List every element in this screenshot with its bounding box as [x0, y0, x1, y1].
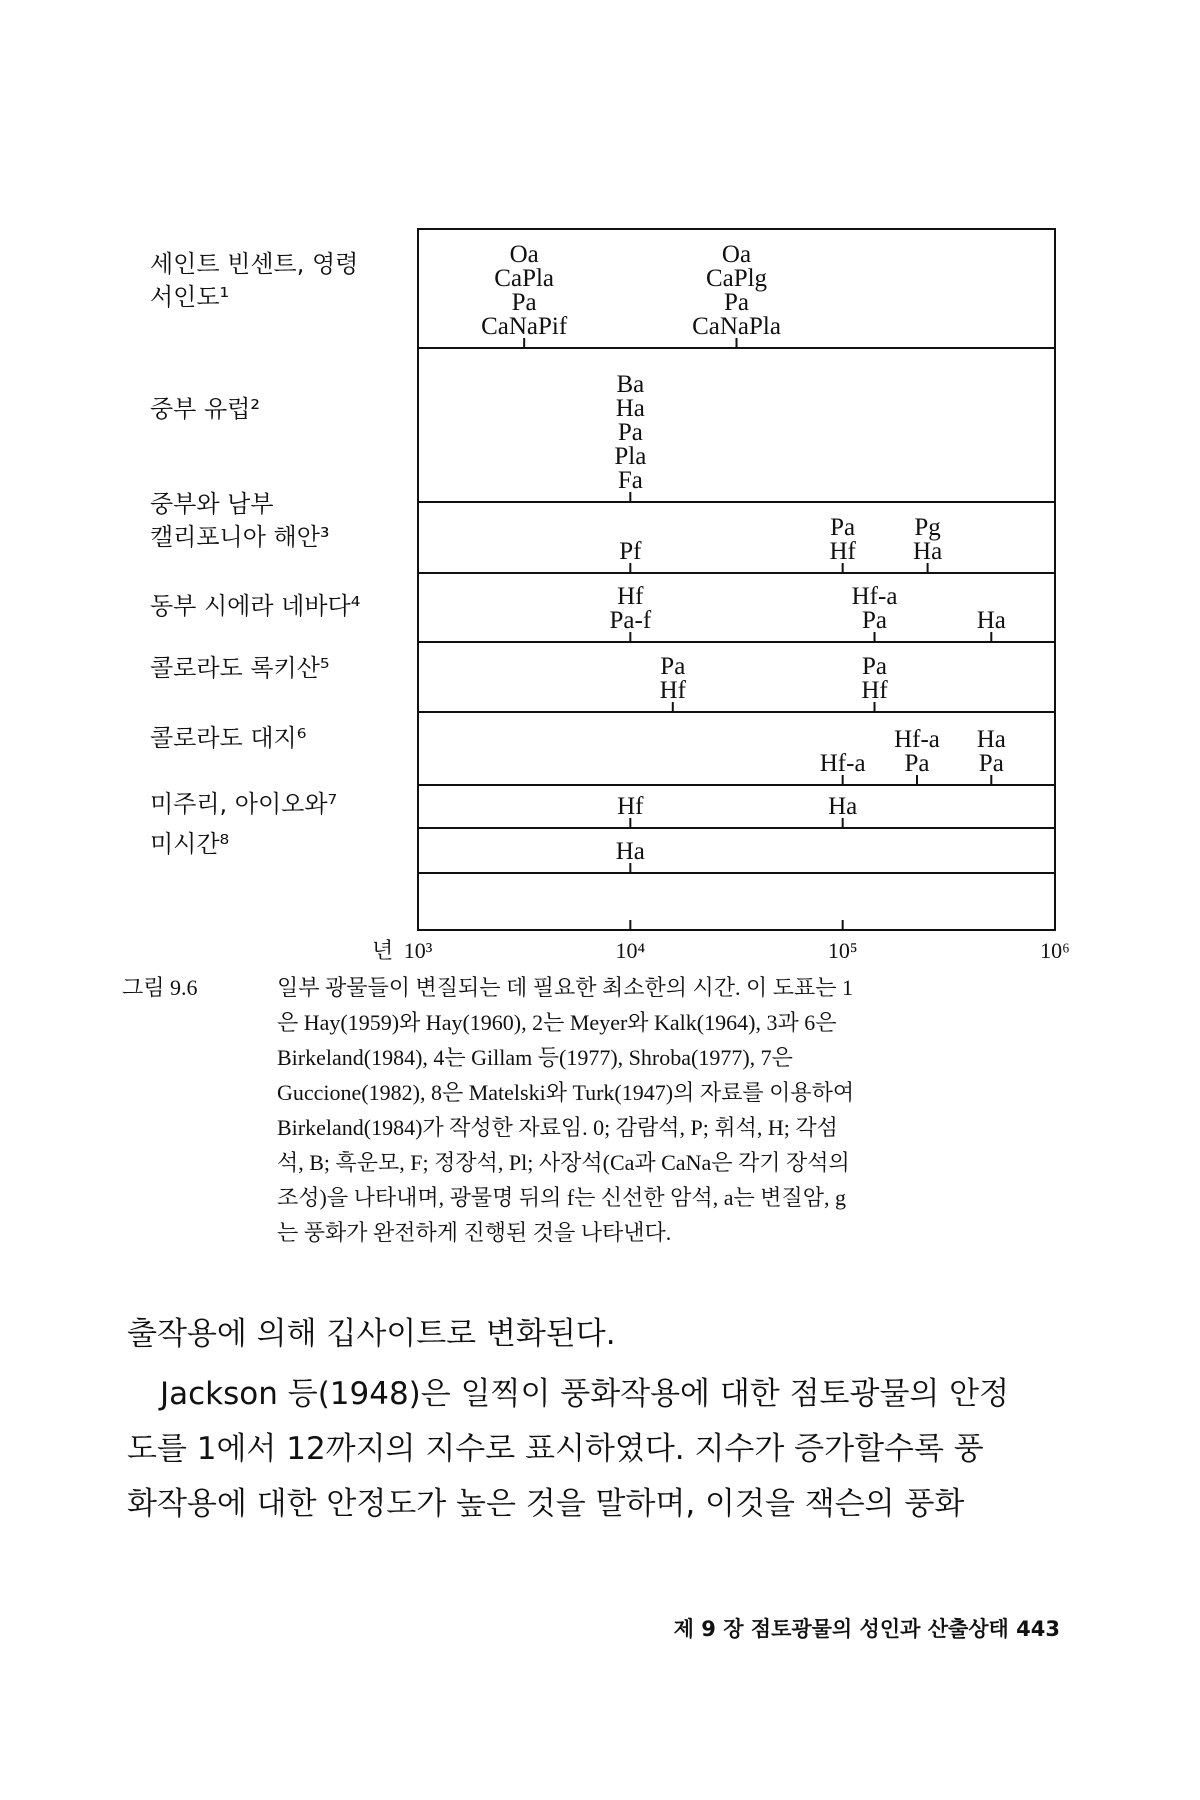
marker-label: CaPlg: [705, 265, 768, 292]
caption-line: 일부 광물들이 변질되는 데 필요한 최소한의 시간. 이 도표는 1: [277, 975, 854, 1000]
marker-label: Ha: [828, 793, 858, 820]
marker-label: Ha: [615, 395, 645, 422]
body-line: Jackson 등(1948)은 일찍이 풍화작용에 대한 점토광물의 안정: [160, 1376, 1010, 1412]
axis-tick-label: 10⁶: [1040, 938, 1070, 960]
marker-label: Pa: [862, 653, 888, 680]
caption-line: Guccione(1982), 8은 Matelski와 Turk(1947)의 자료를 이용하여: [277, 1080, 855, 1105]
caption-line: 석, B; 흑운모, F; 정장석, Pl; 사장석(Ca과 CaNa은 각기 장석의: [277, 1150, 850, 1175]
marker-label: Pa: [830, 514, 856, 541]
marker-label: Hf-a: [894, 726, 940, 753]
marker-label: Fa: [617, 467, 643, 494]
marker-label: Pa: [660, 653, 686, 680]
marker-label: Hf: [617, 583, 644, 610]
chart-marks: [481, 241, 1006, 873]
marker-label: Pa: [617, 419, 643, 446]
marker-label: CaNaPif: [481, 313, 568, 340]
figure-caption: [122, 970, 1057, 1250]
chart-axis: [372, 920, 1070, 960]
row-label-line: 서인도¹: [150, 283, 230, 311]
marker-label: CaPla: [494, 265, 555, 292]
row-label-line: 중부와 남부: [150, 490, 274, 518]
marker-label: Pa-f: [609, 607, 652, 634]
marker-label: CaNaPla: [692, 313, 781, 340]
marker-label: Pla: [614, 443, 647, 470]
row-label-line: 콜로라도 대지⁶: [150, 724, 307, 752]
caption-line: 은 Hay(1959)와 Hay(1960), 2는 Meyer와 Kalk(1964), 3과 6은: [277, 1010, 837, 1035]
marker-label: Hf: [617, 793, 644, 820]
caption-line: 는 풍화가 완전하게 진행된 것을 나타낸다.: [277, 1220, 672, 1245]
marker-label: Ha: [615, 838, 645, 865]
row-label-line: 동부 시에라 네바다⁴: [150, 592, 361, 620]
marker-label: Ha: [913, 538, 943, 565]
figure-number: 그림 9.6: [122, 975, 198, 1000]
marker-label: Hf: [829, 538, 856, 565]
row-label-line: 중부 유럽²: [150, 395, 260, 423]
row-label-line: 캘리포니아 해안³: [150, 523, 330, 551]
marker-label: Pa: [904, 750, 930, 777]
marker-label: Hf: [861, 677, 888, 704]
caption-line: Birkeland(1984)가 작성한 자료임. 0; 감람석, P; 휘석, H; 각섬: [277, 1115, 838, 1140]
marker-label: Ha: [976, 607, 1006, 634]
body-line: 화작용에 대한 안정도가 높은 것을 말하며, 이것을 잭슨의 풍화: [127, 1486, 965, 1522]
marker-label: Pf: [619, 538, 642, 565]
row-label-line: 미시간⁸: [150, 830, 230, 858]
marker-label: Pa: [862, 607, 888, 634]
marker-label: Pa: [724, 289, 749, 316]
marker-label: Oa: [721, 241, 752, 268]
axis-tick-label: 10⁴: [615, 938, 646, 960]
marker-label: Ha: [976, 726, 1006, 753]
row-label-line: 미주리, 아이오와⁷: [150, 790, 338, 818]
axis-tick-label: 10³: [403, 938, 433, 960]
marker-label: Hf-a: [819, 750, 866, 777]
marker-label: Hf: [659, 677, 686, 704]
axis-unit-label: 년: [372, 938, 394, 960]
row-label-line: 세인트 빈센트, 영령: [150, 250, 359, 278]
marker-label: Pa: [511, 289, 537, 316]
caption-text: [277, 970, 1057, 1250]
row-label-line: 콜로라도 록키산⁵: [150, 654, 330, 682]
marker-label: Pa: [978, 750, 1004, 777]
body-line: 출작용에 의해 깁사이트로 변화된다.: [127, 1316, 616, 1352]
page-footer: 제 9 장 점토광물의 성인과 산출상태 443: [673, 1617, 1060, 1641]
marker-label: Hf-a: [851, 583, 898, 610]
axis-tick-label: 10⁵: [827, 938, 858, 960]
caption-line: 조성)을 나타내며, 광물명 뒤의 f는 신선한 암석, a는 변질암, g: [277, 1185, 846, 1210]
body-line: 도를 1에서 12까지의 지수로 표시하였다. 지수가 증가할수록 풍: [127, 1431, 984, 1467]
marker-label: Pg: [914, 514, 941, 541]
caption-line: Birkeland(1984), 4는 Gillam 등(1977), Shroba(1977), 7은: [277, 1045, 793, 1070]
marker-label: Oa: [509, 241, 539, 268]
marker-label: Ba: [616, 371, 645, 398]
